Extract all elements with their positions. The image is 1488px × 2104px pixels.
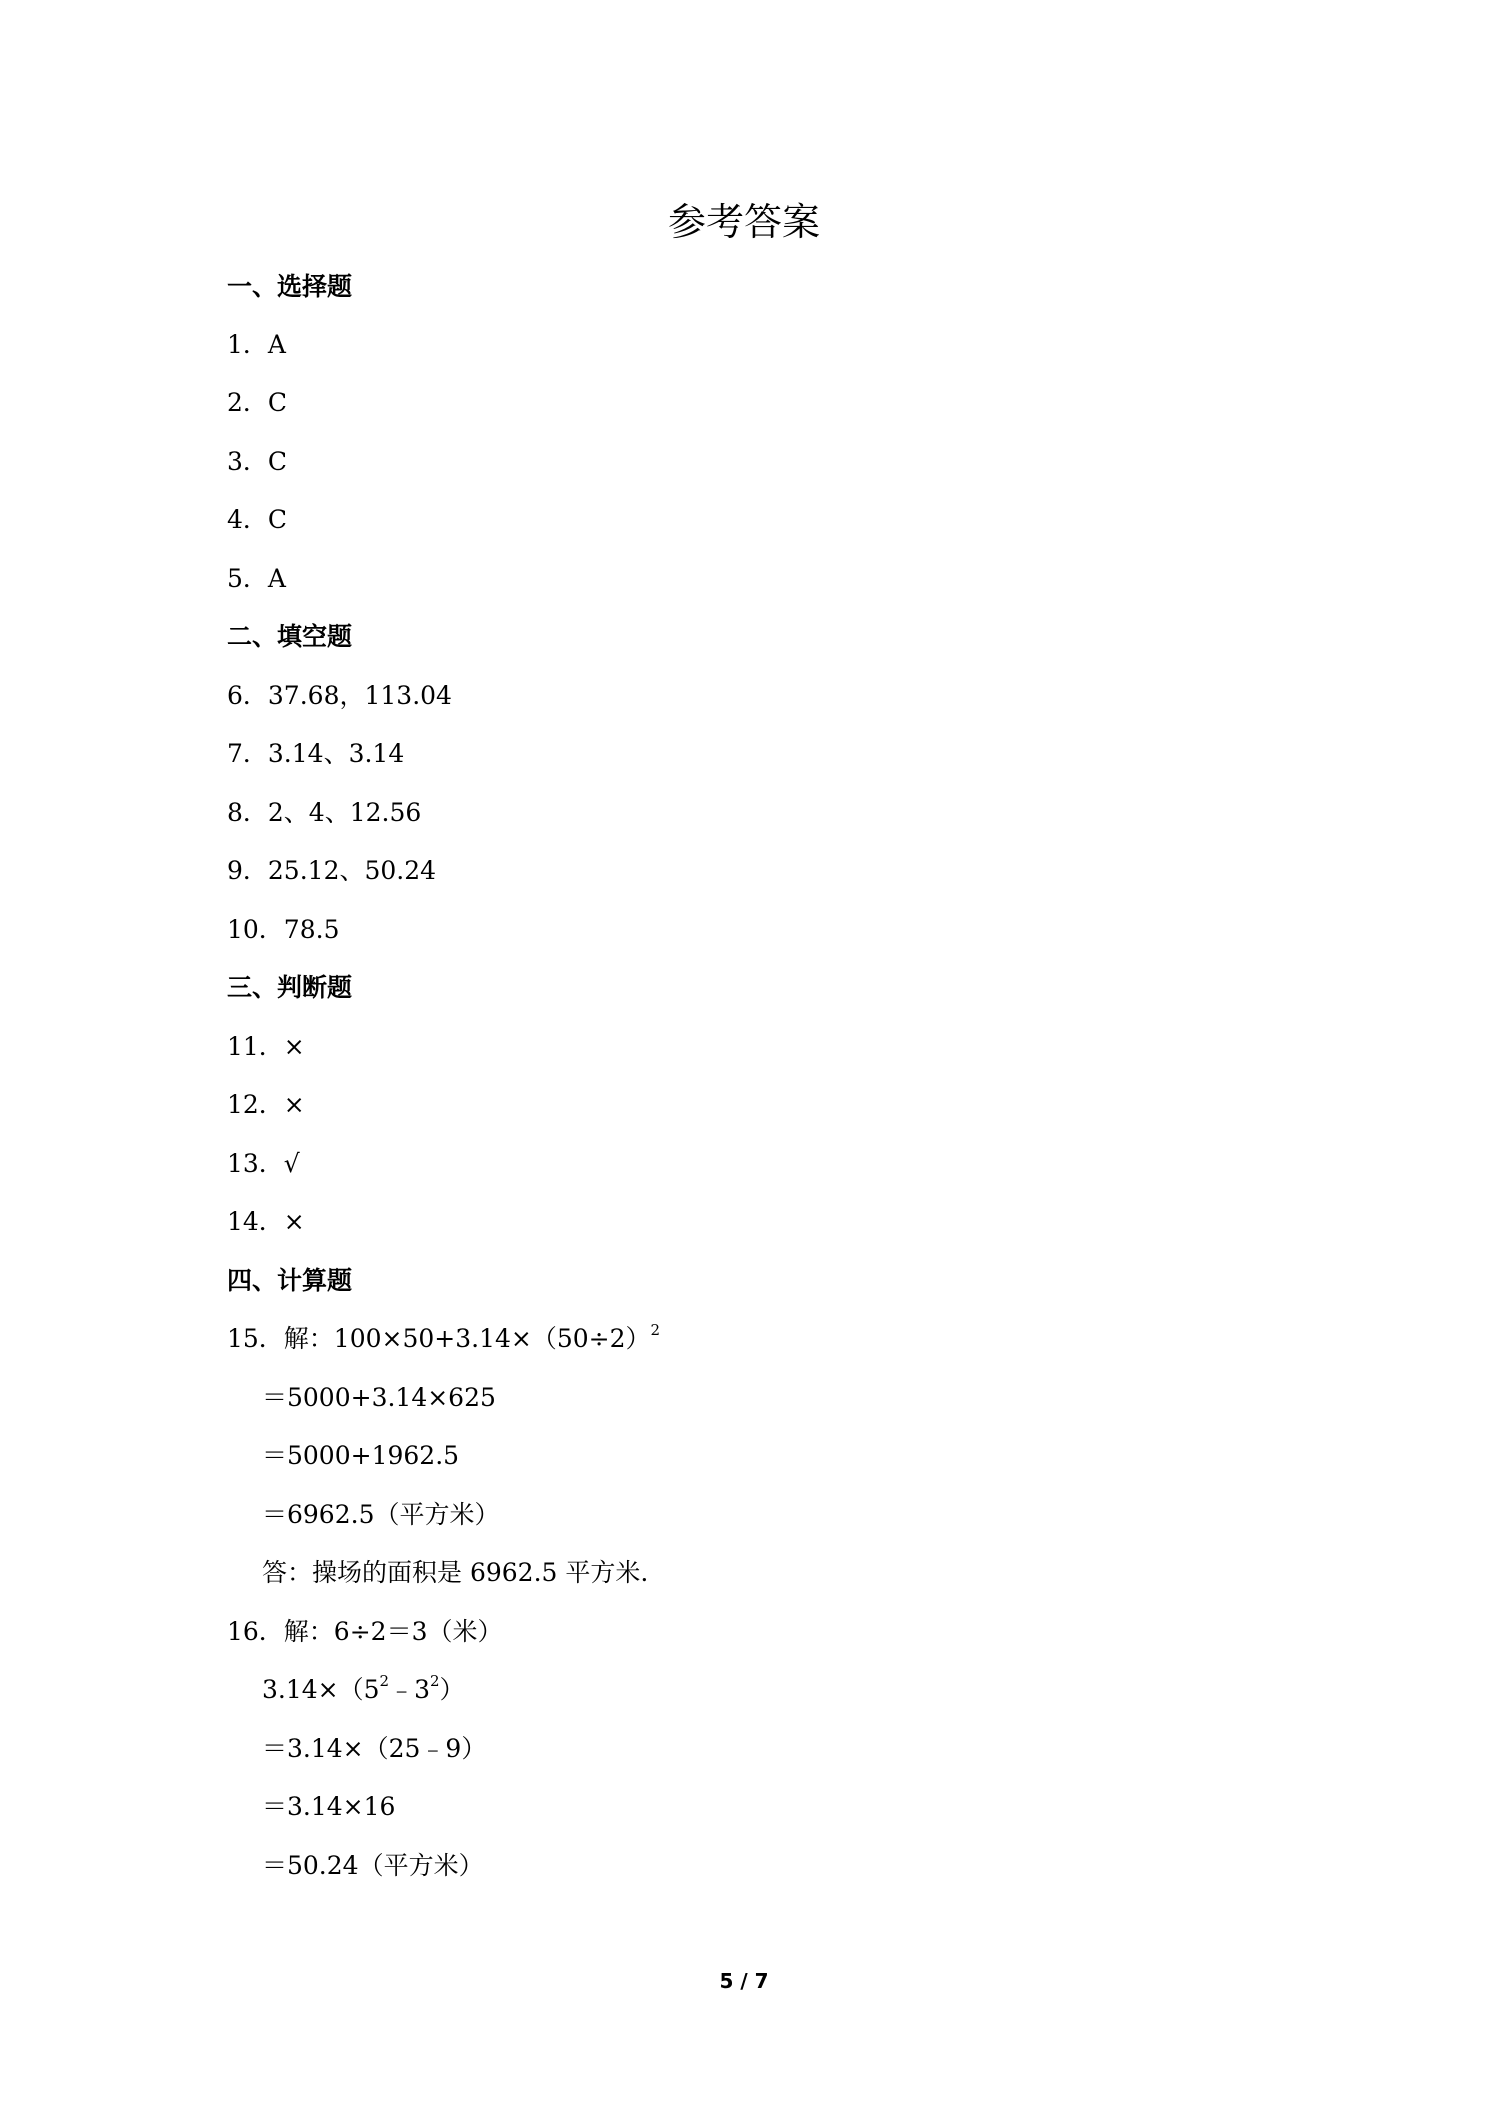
q16-line1: 16．解：6÷2＝3（米） — [227, 1617, 503, 1646]
answer-item: 8．2、4、12.56 — [227, 798, 422, 827]
q15-step: ＝6962.5（平方米） — [262, 1500, 500, 1529]
q16-expr-a: 3.14×（5 — [262, 1675, 380, 1704]
answer-item: 9．25.12、50.24 — [227, 856, 437, 885]
q16-expr-c: ） — [439, 1675, 465, 1704]
section-heading-judge: 三、判断题 — [227, 973, 353, 1002]
answer-item: 14．× — [227, 1207, 305, 1236]
answer-item: 1．A — [227, 330, 286, 359]
answer-item: 7．3.14、3.14 — [227, 739, 405, 768]
q15-step: ＝5000+3.14×625 — [262, 1383, 496, 1412]
answer-item: 11．× — [227, 1032, 305, 1061]
q15-answer: 答：操场的面积是 6962.5 平方米. — [262, 1558, 649, 1587]
q15-expression: 15．解：100×50+3.14×（50÷2） — [227, 1324, 651, 1353]
answer-item: 10．78.5 — [227, 915, 340, 944]
answer-item: 6．37.68，113.04 — [227, 681, 452, 710]
q16-expr-b: ﹣3 — [389, 1675, 430, 1704]
answer-item: 3．C — [227, 447, 288, 476]
q16-step: ＝3.14×16 — [262, 1792, 396, 1821]
answer-item: 13．√ — [227, 1149, 300, 1178]
section-heading-choice: 一、选择题 — [227, 272, 353, 301]
page-title: 参考答案 — [667, 200, 820, 244]
answer-item: 5．A — [227, 564, 286, 593]
q15-step: ＝5000+1962.5 — [262, 1441, 460, 1470]
q16-step: ＝50.24（平方米） — [262, 1851, 484, 1880]
answer-item: 12．× — [227, 1090, 305, 1119]
q16-exponent-2: 2 — [429, 1672, 440, 1690]
section-heading-calc: 四、计算题 — [227, 1266, 353, 1295]
section-heading-fill: 二、填空题 — [227, 622, 353, 651]
page-number: 5 / 7 — [719, 1969, 769, 1993]
answer-item: 4．C — [227, 505, 288, 534]
q16-line2 — [262, 1673, 465, 1707]
q16-exponent-1: 2 — [379, 1672, 390, 1690]
q16-step: ＝3.14×（25﹣9） — [262, 1734, 487, 1763]
answer-item: 2．C — [227, 388, 288, 417]
q15-exponent: 2 — [650, 1321, 661, 1339]
q15-line1 — [227, 1322, 660, 1356]
